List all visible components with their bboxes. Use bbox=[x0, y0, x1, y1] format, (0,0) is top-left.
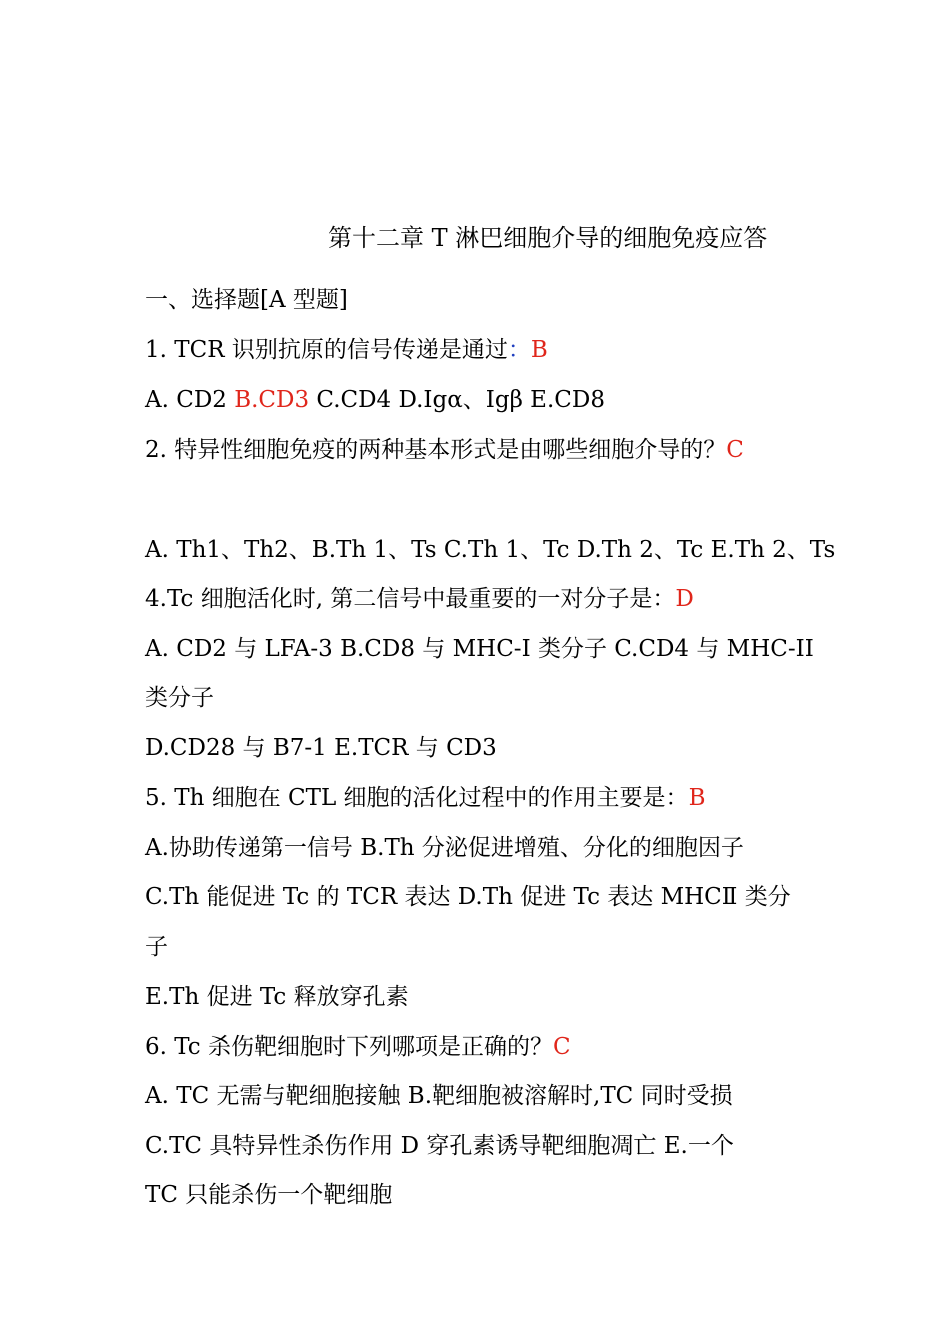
question-6-answer: C bbox=[553, 1034, 571, 1060]
question-6-options-line2: C.TC 具特异性杀伤作用 D 穿孔素诱导靶细胞凋亡 E.一个 bbox=[145, 1133, 734, 1159]
question-6-options-line1: A. TC 无需与靶细胞接触 B.靶细胞被溶解时,TC 同时受损 bbox=[145, 1083, 733, 1109]
question-5-options-line2: C.Th 能促进 Tc 的 TCR 表达 D.Th 促进 Tc 表达 MHCⅡ 类分 bbox=[145, 884, 791, 910]
option-b-correct: B.CD3 bbox=[234, 387, 310, 413]
question-5-options-line1: A.协助传递第一信号 B.Th 分泌促进增殖、分化的细胞因子 bbox=[145, 835, 744, 861]
options-rest: C.CD4 D.Igα、Igβ E.CD8 bbox=[309, 387, 605, 413]
question-2-options: A. Th1、Th2、B.Th 1、Ts C.Th 1、Tc D.Th 2、Tc E.Th 2、Ts bbox=[145, 537, 836, 563]
section-heading: 一、选择题[A 型题] bbox=[145, 287, 348, 313]
question-5-options-line3: 子 bbox=[145, 934, 168, 960]
question-4-answer: D bbox=[675, 586, 694, 612]
question-5-answer: B bbox=[688, 785, 706, 811]
question-1-stem: 1. TCR 识别抗原的信号传递是通过 bbox=[145, 337, 508, 363]
question-1-colon: ： bbox=[507, 337, 531, 363]
question-1-options bbox=[145, 384, 605, 416]
question-6-options-line3: TC 只能杀伤一个靶细胞 bbox=[145, 1182, 393, 1208]
question-4 bbox=[145, 583, 694, 615]
question-1-answer: B bbox=[530, 337, 548, 363]
option-a: A. CD2 bbox=[145, 387, 235, 413]
question-4-options-line1: A. CD2 与 LFA-3 B.CD8 与 MHC-I 类分子 C.CD4 与 MHC-II bbox=[145, 636, 814, 662]
question-4-options-line3: D.CD28 与 B7-1 E.TCR 与 CD3 bbox=[145, 735, 497, 761]
question-2-stem: 2. 特异性细胞免疫的两种基本形式是由哪些细胞介导的？ bbox=[145, 437, 727, 463]
question-5 bbox=[145, 782, 705, 814]
question-2 bbox=[145, 434, 744, 466]
question-1 bbox=[145, 334, 548, 366]
question-6 bbox=[145, 1031, 571, 1063]
question-4-stem: 4.Tc 细胞活化时, 第二信号中最重要的一对分子是： bbox=[145, 586, 676, 612]
question-5-stem: 5. Th 细胞在 CTL 细胞的活化过程中的作用主要是： bbox=[145, 785, 689, 811]
question-5-options-line4: E.Th 促进 Tc 释放穿孔素 bbox=[145, 984, 409, 1010]
question-4-options-line2: 类分子 bbox=[145, 685, 214, 711]
question-6-stem: 6. Tc 杀伤靶细胞时下列哪项是正确的？ bbox=[145, 1034, 554, 1060]
chapter-title: 第十二章 T 淋巴细胞介导的细胞免疫应答 bbox=[328, 224, 768, 252]
question-2-answer: C bbox=[726, 437, 744, 463]
